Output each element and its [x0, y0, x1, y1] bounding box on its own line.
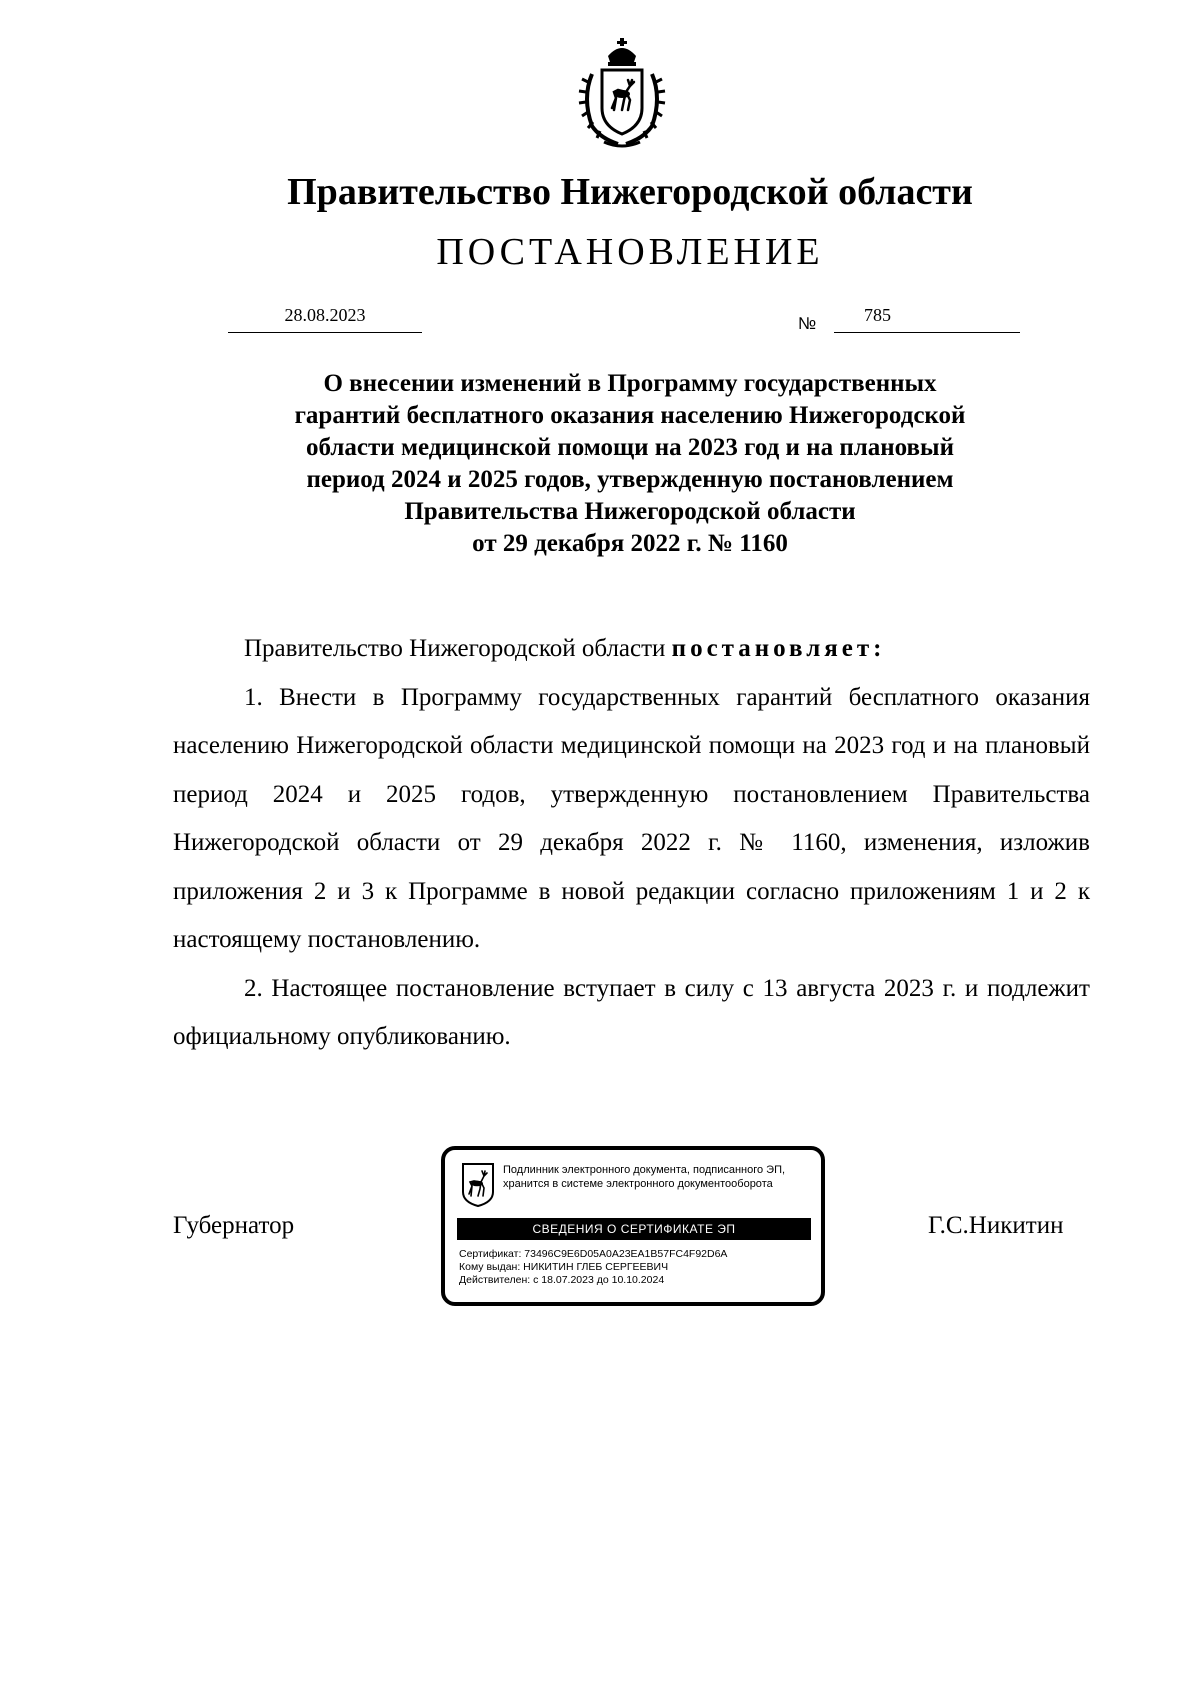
subject-line: О внесении изменений в Программу государственных [323, 370, 937, 397]
stamp-certificate-header: СВЕДЕНИЯ О СЕРТИФИКАТЕ ЭП [457, 1218, 811, 1240]
stamp-validity: Действителен: с 18.07.2023 до 10.10.2024 [459, 1274, 665, 1286]
paragraph-1: 1. Внести в Программу государственных гарантий бесплатного оказания населению Нижегородской области медицинской помощи на 2023 год и на плановый период 2024 и 2025 годов, утвержденную постановлением Правительства Нижегородской области от 29 декабря 2022 г. № 1160, изменения, изложив приложения 2 и 3 к Программе в новой редакции согласно приложениям 1 и 2 к настоящему постановлению. [173, 683, 1090, 953]
document-body [173, 625, 1090, 1062]
electronic-signature-stamp [441, 1146, 825, 1306]
subject-line: гарантий бесплатного оказания населению Нижегородской [294, 402, 966, 429]
subject-line: Правительства Нижегородской области [404, 498, 856, 525]
stamp-certificate-id: Сертификат: 73496C9E6D05A0A23EA1B57FC4F92D6A [459, 1248, 728, 1260]
document-date-value: 28.08.2023 [284, 305, 366, 325]
stamp-text-line: Подлинник электронного документа, подписанного ЭП, [503, 1164, 786, 1176]
stamp-text-line: хранится в системе электронного документооборота [503, 1178, 773, 1190]
signatory-name: Г.С.Никитин [928, 1212, 1064, 1239]
signatory-role: Губернатор [173, 1212, 295, 1239]
subject-line: от 29 декабря 2022 г. № 1160 [472, 530, 788, 557]
subject-line: период 2024 и 2025 годов, утвержденную постановлением [306, 466, 954, 493]
document-number-value: 785 [864, 305, 891, 325]
stamp-issued-to: Кому выдан: НИКИТИН ГЛЕБ СЕРГЕЕВИЧ [459, 1261, 669, 1273]
lead-spaced-verb: постановляет: [671, 635, 886, 662]
resolution-lead [173, 625, 1090, 674]
number-sign: № [798, 314, 817, 333]
lead-text: Правительство Нижегородской области [244, 635, 672, 662]
document-date [228, 304, 422, 333]
document-subject [230, 368, 1030, 560]
document-number [834, 304, 1020, 333]
deer-emblem-icon [461, 1162, 495, 1208]
subject-line: области медицинской помощи на 2023 год и на плановый [306, 434, 954, 461]
paragraph-2: 2. Настоящее постановление вступает в силу с 13 августа 2023 г. и подлежит официальному опубликованию. [173, 974, 1090, 1050]
document-type-title: ПОСТАНОВЛЕНИЕ [436, 231, 824, 273]
coat-of-arms-icon [578, 38, 666, 150]
government-title: Правительство Нижегородской области [287, 171, 973, 213]
